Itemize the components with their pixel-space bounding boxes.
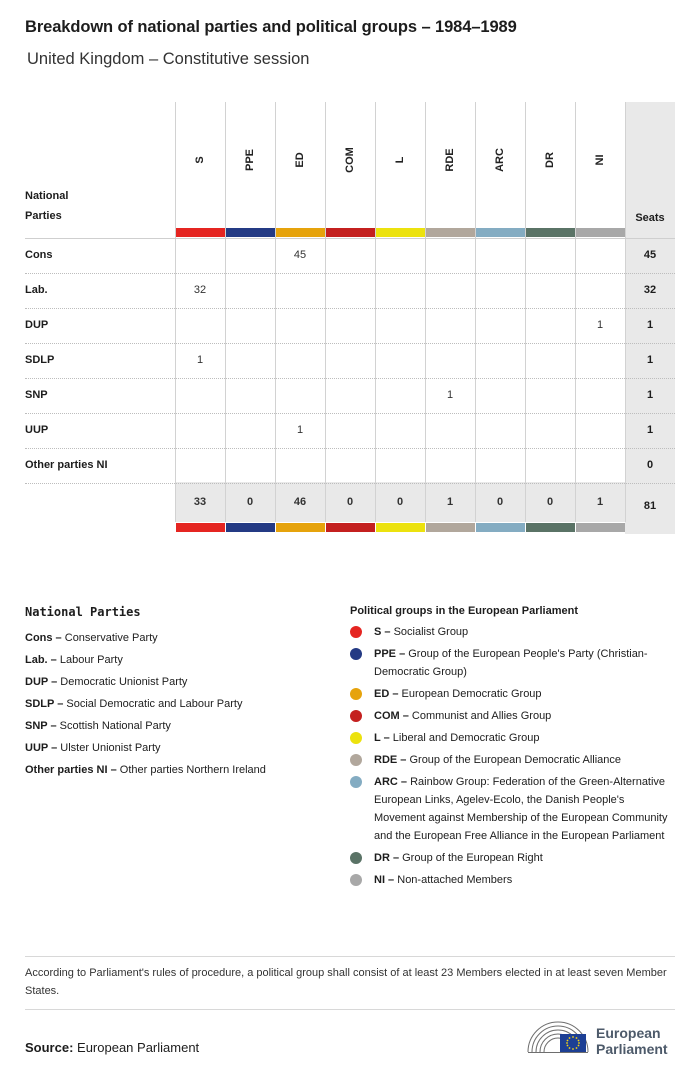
row-label: SDLP	[25, 354, 55, 366]
party-name: Scottish National Party	[59, 720, 171, 732]
party-name: Conservative Party	[64, 632, 158, 644]
source-label: Source:	[25, 1040, 74, 1055]
seats-cell: 1	[646, 389, 654, 401]
group-name: Non-attached Members	[397, 874, 513, 886]
table-cell: 32	[193, 284, 207, 296]
seats-header: Seats	[635, 212, 665, 224]
party-legend-item	[25, 693, 335, 715]
party-name: Ulster Unionist Party	[60, 742, 161, 754]
group-name: Group of the European People's Party (Christian-Democratic Group)	[374, 648, 648, 678]
source-value: European Parliament	[77, 1040, 200, 1055]
group-legend-item	[350, 685, 675, 703]
group-abbr: PPE –	[374, 648, 406, 660]
page-title: Breakdown of national parties and political groups – 1984–1989	[25, 18, 517, 36]
color-bar-top-s	[176, 228, 225, 237]
party-abbr: Lab. –	[25, 654, 57, 666]
column-header-arc	[475, 122, 525, 222]
column-header-label: S	[194, 156, 206, 164]
footnote: According to Parliament's rules of procedure, a political group shall consist of at least 23 Members elected in at least seven Member States.	[25, 967, 667, 997]
group-abbr: ED –	[374, 688, 399, 700]
party-name: Democratic Unionist Party	[60, 676, 188, 688]
column-header-s	[175, 122, 225, 222]
total-cell: 0	[496, 496, 504, 508]
color-bar-bottom-dr	[526, 523, 575, 532]
group-legend-item	[350, 623, 675, 641]
group-color-dot	[350, 732, 362, 744]
row-label: Lab.	[25, 284, 48, 296]
color-bar-top-ni	[576, 228, 625, 237]
group-color-dot	[350, 626, 362, 638]
party-name: Labour Party	[59, 654, 123, 666]
color-bar-top-l	[376, 228, 425, 237]
seats-cell: 1	[646, 354, 654, 366]
color-bar-bottom-rde	[426, 523, 475, 532]
party-abbr: DUP –	[25, 676, 58, 688]
column-header-l	[375, 122, 425, 222]
row-divider	[25, 378, 675, 379]
group-color-dot	[350, 688, 362, 700]
color-bar-top-ed	[276, 228, 325, 237]
row-label: UUP	[25, 424, 49, 436]
seats-cell: 32	[643, 284, 657, 296]
row-header-line1: National	[25, 190, 69, 202]
column-header-dr	[525, 122, 575, 222]
group-name: Socialist Group	[393, 626, 469, 638]
logo-line1: European	[596, 1025, 661, 1041]
party-abbr: Other parties NI –	[25, 764, 117, 776]
political-groups-legend-heading: Political groups in the European Parliament	[350, 605, 578, 617]
total-cell: 1	[596, 496, 604, 508]
group-color-dot	[350, 648, 362, 660]
color-bar-bottom-l	[376, 523, 425, 532]
group-abbr: NI –	[374, 874, 395, 886]
party-legend-item	[25, 671, 335, 693]
row-divider	[25, 448, 675, 449]
group-name: Group of the European Right	[402, 852, 543, 864]
color-bar-top-ppe	[226, 228, 275, 237]
logo-line2: Parliament	[596, 1041, 668, 1057]
group-legend-item	[350, 729, 675, 747]
row-divider	[25, 413, 675, 414]
party-abbr: SNP –	[25, 720, 57, 732]
party-name: Other parties Northern Ireland	[119, 764, 266, 776]
national-parties-legend	[25, 605, 335, 781]
breakdown-table	[25, 102, 675, 534]
column-header-label: ARC	[494, 148, 506, 172]
column-header-label: PPE	[244, 148, 256, 172]
column-header-ed	[275, 122, 325, 222]
party-abbr: Cons –	[25, 632, 62, 644]
national-parties-header	[25, 186, 68, 226]
color-bar-top-com	[326, 228, 375, 237]
row-label: SNP	[25, 389, 48, 401]
color-bar-bottom-com	[326, 523, 375, 532]
column-header-label: L	[394, 156, 406, 164]
party-legend-item	[25, 715, 335, 737]
seats-cell: 1	[646, 424, 654, 436]
color-bar-top-arc	[476, 228, 525, 237]
row-header-line2: Parties	[25, 210, 62, 222]
table-cell: 45	[293, 249, 307, 261]
color-bar-top-dr	[526, 228, 575, 237]
header-divider	[25, 238, 675, 239]
column-header-ni	[575, 122, 625, 222]
seats-cell: 0	[646, 459, 654, 471]
row-divider	[25, 343, 675, 344]
color-bar-bottom-ppe	[226, 523, 275, 532]
row-label: Other parties NI	[25, 459, 108, 471]
party-legend-item	[25, 627, 335, 649]
group-color-dot	[350, 754, 362, 766]
color-bar-bottom-ni	[576, 523, 625, 532]
political-groups-legend	[350, 605, 675, 893]
column-header-label: RDE	[444, 148, 456, 172]
group-abbr: ARC –	[374, 776, 408, 788]
column-header-label: COM	[344, 147, 356, 173]
group-name: European Democratic Group	[401, 688, 542, 700]
column-header-label: DR	[544, 152, 556, 168]
group-color-dot	[350, 874, 362, 886]
total-cell: 0	[346, 496, 354, 508]
group-abbr: L –	[374, 732, 390, 744]
total-cell: 46	[293, 496, 307, 508]
column-header-label: ED	[294, 152, 306, 168]
group-legend-item	[350, 773, 675, 845]
color-bar-bottom-ed	[276, 523, 325, 532]
group-name: Liberal and Democratic Group	[392, 732, 540, 744]
european-parliament-logo	[526, 1018, 676, 1058]
party-abbr: UUP –	[25, 742, 58, 754]
grand-total: 81	[643, 500, 657, 512]
row-label: DUP	[25, 319, 49, 331]
group-name: Rainbow Group: Federation of the Green-Alternative European Links, Agelev-Ecolo, the Danish People's Movement against Membership of the European Community and the European Free Alliance in the European Parliament	[374, 776, 668, 842]
party-legend-item	[25, 649, 335, 671]
group-legend-item	[350, 849, 675, 867]
group-legend-item	[350, 707, 675, 725]
color-bar-bottom-s	[176, 523, 225, 532]
party-legend-item	[25, 737, 335, 759]
total-cell: 1	[446, 496, 454, 508]
group-color-dot	[350, 852, 362, 864]
table-cell: 1	[596, 319, 604, 331]
page-subtitle: United Kingdom – Constitutive session	[27, 50, 310, 68]
seats-cell: 45	[643, 249, 657, 261]
party-name: Social Democratic and Labour Party	[66, 698, 243, 710]
row-divider	[25, 273, 675, 274]
group-legend-item	[350, 645, 675, 681]
group-legend-item	[350, 871, 675, 889]
note-divider-top	[25, 956, 675, 957]
party-abbr: SDLP –	[25, 698, 64, 710]
group-legend-item	[350, 751, 675, 769]
total-cell: 33	[193, 496, 207, 508]
color-bar-bottom-arc	[476, 523, 525, 532]
group-color-dot	[350, 710, 362, 722]
group-abbr: S –	[374, 626, 391, 638]
table-cell: 1	[296, 424, 304, 436]
column-header-label: NI	[594, 154, 606, 166]
national-parties-legend-heading: National Parties	[25, 605, 141, 619]
source-line	[25, 1040, 199, 1055]
table-cell: 1	[446, 389, 454, 401]
group-name: Communist and Allies Group	[411, 710, 552, 722]
party-legend-item	[25, 759, 335, 781]
group-abbr: COM –	[374, 710, 409, 722]
column-header-rde	[425, 122, 475, 222]
row-label: Cons	[25, 249, 53, 261]
note-divider-bottom	[25, 1009, 675, 1010]
seats-cell: 1	[646, 319, 654, 331]
group-abbr: RDE –	[374, 754, 407, 766]
total-cell: 0	[546, 496, 554, 508]
table-cell: 1	[196, 354, 204, 366]
total-cell: 0	[396, 496, 404, 508]
column-header-ppe	[225, 122, 275, 222]
column-header-com	[325, 122, 375, 222]
group-name: Group of the European Democratic Alliance	[409, 754, 622, 766]
group-color-dot	[350, 776, 362, 788]
group-abbr: DR –	[374, 852, 400, 864]
color-bar-top-rde	[426, 228, 475, 237]
total-cell: 0	[246, 496, 254, 508]
